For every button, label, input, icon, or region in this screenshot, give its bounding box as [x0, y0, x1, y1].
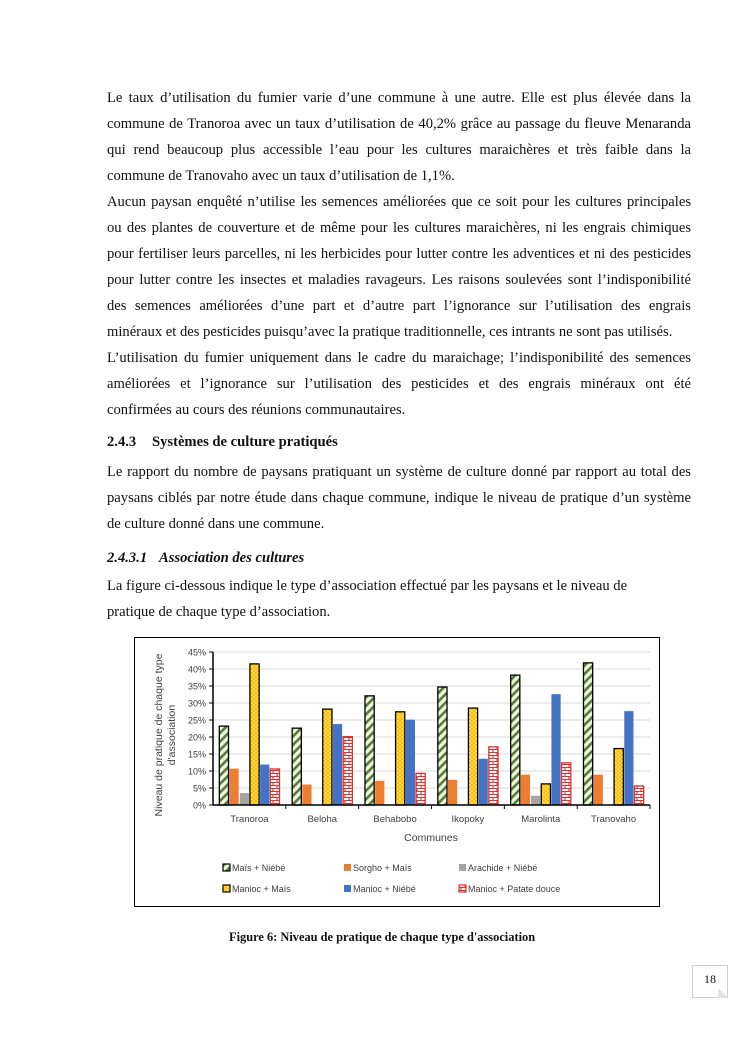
bar	[270, 769, 279, 805]
section-title: Association des cultures	[159, 550, 305, 566]
section-number: 2.4.3	[107, 434, 137, 450]
bar-group-ikopoky	[438, 687, 498, 805]
text-line: pratique de chaque type d’association.	[107, 604, 331, 620]
text-line: améliorées et l’ignorance sur l’utilisation des pesticides et des engrais minéraux ont été	[107, 376, 691, 392]
y-tick-label: 25%	[187, 715, 206, 726]
bar	[260, 765, 269, 805]
bar	[468, 708, 477, 805]
text-line: Aucun paysan enquêté n’utilise les semences améliorées que ce soit pour les cultures principales	[107, 194, 691, 210]
bar	[438, 687, 447, 805]
y-tick-label: 5%	[192, 783, 206, 794]
bar	[416, 773, 425, 805]
bar	[219, 726, 228, 805]
legend-item	[459, 884, 560, 894]
bar	[583, 663, 592, 805]
bar	[406, 720, 415, 805]
legend-swatch-icon	[344, 885, 351, 892]
figure-caption: Figure 6: Niveau de pratique de chaque type d'association	[229, 930, 536, 944]
bar	[531, 796, 540, 805]
chart-canvas	[135, 638, 659, 906]
text-line: commune de Tranoroa avec un taux d’utilisation de 40,2% grâce au passage du fleuve Menaranda	[107, 116, 691, 132]
bar	[302, 785, 311, 805]
bar	[614, 749, 623, 805]
chart-legend	[223, 863, 560, 894]
y-tick-label: 20%	[187, 732, 206, 743]
bar-group-tranovaho	[583, 663, 643, 805]
bar-group-beloha	[292, 709, 352, 805]
legend-label: Maïs + Niébé	[232, 863, 286, 873]
paragraph-figure-intro	[107, 573, 691, 625]
text-line: confirmées au cours des réunions communautaires.	[107, 402, 406, 418]
bar	[479, 759, 488, 805]
y-axis-title	[153, 653, 178, 816]
legend-item	[344, 863, 412, 873]
bar	[634, 786, 643, 805]
bar	[250, 664, 259, 805]
text-line: La figure ci-dessous indique le type d’association effectué par les paysans et le niveau de	[107, 578, 628, 594]
x-tick-label: Beloha	[307, 814, 338, 825]
svg-text:d'association: d'association	[166, 704, 178, 766]
paragraph-fumier	[107, 85, 691, 189]
svg-text:Niveau de pratique de chaque t: Niveau de pratique de chaque type	[153, 653, 165, 817]
legend-item	[223, 863, 285, 873]
page-curl-icon	[718, 988, 728, 998]
bar-group-marolinta	[511, 675, 571, 805]
section-title: Systèmes de culture pratiqués	[152, 434, 338, 450]
bar	[521, 775, 530, 805]
legend-label: Manioc + Patate douce	[468, 884, 561, 894]
text-line: paysans ciblés par notre étude dans chaque commune, indique le niveau de pratique d’un système	[107, 490, 691, 506]
legend-label: Manioc + Niébé	[353, 884, 416, 894]
y-tick-label: 45%	[187, 647, 206, 658]
section-heading-2-4-3	[107, 434, 338, 451]
paragraph-confirmation	[107, 345, 691, 423]
bar	[511, 675, 520, 805]
paragraph-semences	[107, 189, 691, 345]
text-line: Le rapport du nombre de paysans pratiquant un système de culture donné par rapport au total des	[107, 464, 691, 480]
text-line: minéraux et des pesticides puisqu’avec la pratique traditionnelle, ces intrants ne sont pas utilisés.	[107, 324, 673, 340]
x-axis-ticks	[230, 805, 650, 825]
bar	[624, 711, 633, 805]
text-line: L’utilisation du fumier uniquement dans le cadre du maraichage; l’indisponibilité des semences	[107, 350, 691, 366]
bar	[240, 793, 249, 805]
y-tick-label: 30%	[187, 698, 206, 709]
legend-swatch-icon	[223, 885, 230, 892]
x-tick-label: Marolinta	[521, 814, 561, 825]
bar	[230, 769, 239, 805]
legend-label: Arachide + Niébé	[468, 863, 538, 873]
legend-label: Manioc + Maïs	[232, 884, 291, 894]
bar	[323, 709, 332, 805]
x-tick-label: Ikopoky	[451, 814, 485, 825]
page-number-text: 18	[704, 972, 716, 986]
bar	[396, 712, 405, 805]
x-tick-label: Tranovaho	[591, 814, 637, 825]
section-heading-2-4-3-1	[107, 550, 304, 567]
text-line: Le taux d’utilisation du fumier varie d’une commune à une autre. Elle est plus élevée dans la	[107, 90, 691, 106]
bar-series	[219, 663, 643, 805]
text-line: des semences améliorées d’une part et d’autre part l’ignorance sur l’utilisation des engrais	[107, 298, 691, 314]
bar	[343, 737, 352, 805]
y-tick-label: 35%	[187, 681, 206, 692]
x-tick-label: Behabobo	[373, 814, 417, 825]
bar	[594, 775, 603, 805]
y-axis-ticks	[188, 648, 213, 811]
bar	[375, 781, 384, 805]
legend-item	[344, 884, 416, 894]
legend-swatch-icon	[459, 864, 466, 871]
bar	[562, 763, 571, 805]
bar	[541, 784, 550, 805]
legend-item	[223, 884, 291, 894]
bar	[365, 696, 374, 805]
bar	[489, 747, 498, 805]
legend-swatch-icon	[344, 864, 351, 871]
legend-item	[459, 863, 537, 873]
y-tick-label: 15%	[187, 749, 206, 760]
text-line: commune de Tranovaho avec un taux d’utilisation de 1,1%.	[107, 168, 455, 184]
section-number: 2.4.3.1	[107, 550, 148, 566]
page-number	[692, 965, 728, 998]
text-line: qui rend beaucoup plus accessible l’eau pour les cultures maraichères et très faible dans la	[107, 142, 691, 158]
text-line: de culture donné dans une commune.	[107, 516, 325, 532]
text-line: pour lutter contre les insectes et maladies ravageurs. Les raisons soulevées sont l’indisponibilité	[107, 272, 691, 288]
legend-swatch-icon	[459, 885, 466, 892]
x-tick-label: Tranoroa	[230, 814, 269, 825]
legend-label: Sorgho + Maïs	[353, 863, 412, 873]
bar	[292, 728, 301, 805]
legend-swatch-icon	[223, 864, 230, 871]
bar-group-behabobo	[365, 696, 425, 805]
bar-chart	[134, 637, 660, 907]
y-tick-label: 0%	[192, 800, 206, 811]
paragraph-rapport	[107, 459, 691, 537]
bar	[448, 780, 457, 805]
bar-group-tranoroa	[219, 664, 279, 805]
text-line: ou des plantes de couverture et de même pour les cultures maraichères, ni les engrais chimiques	[107, 220, 691, 236]
bar	[333, 724, 342, 805]
x-axis-title: Communes	[404, 832, 458, 844]
text-line: pour fertiliser leurs parcelles, ni les herbicides pour lutter contre les adventices et ni des pesticides	[107, 246, 691, 262]
bar	[551, 694, 560, 805]
y-tick-label: 10%	[187, 766, 206, 777]
y-tick-label: 40%	[187, 664, 206, 675]
